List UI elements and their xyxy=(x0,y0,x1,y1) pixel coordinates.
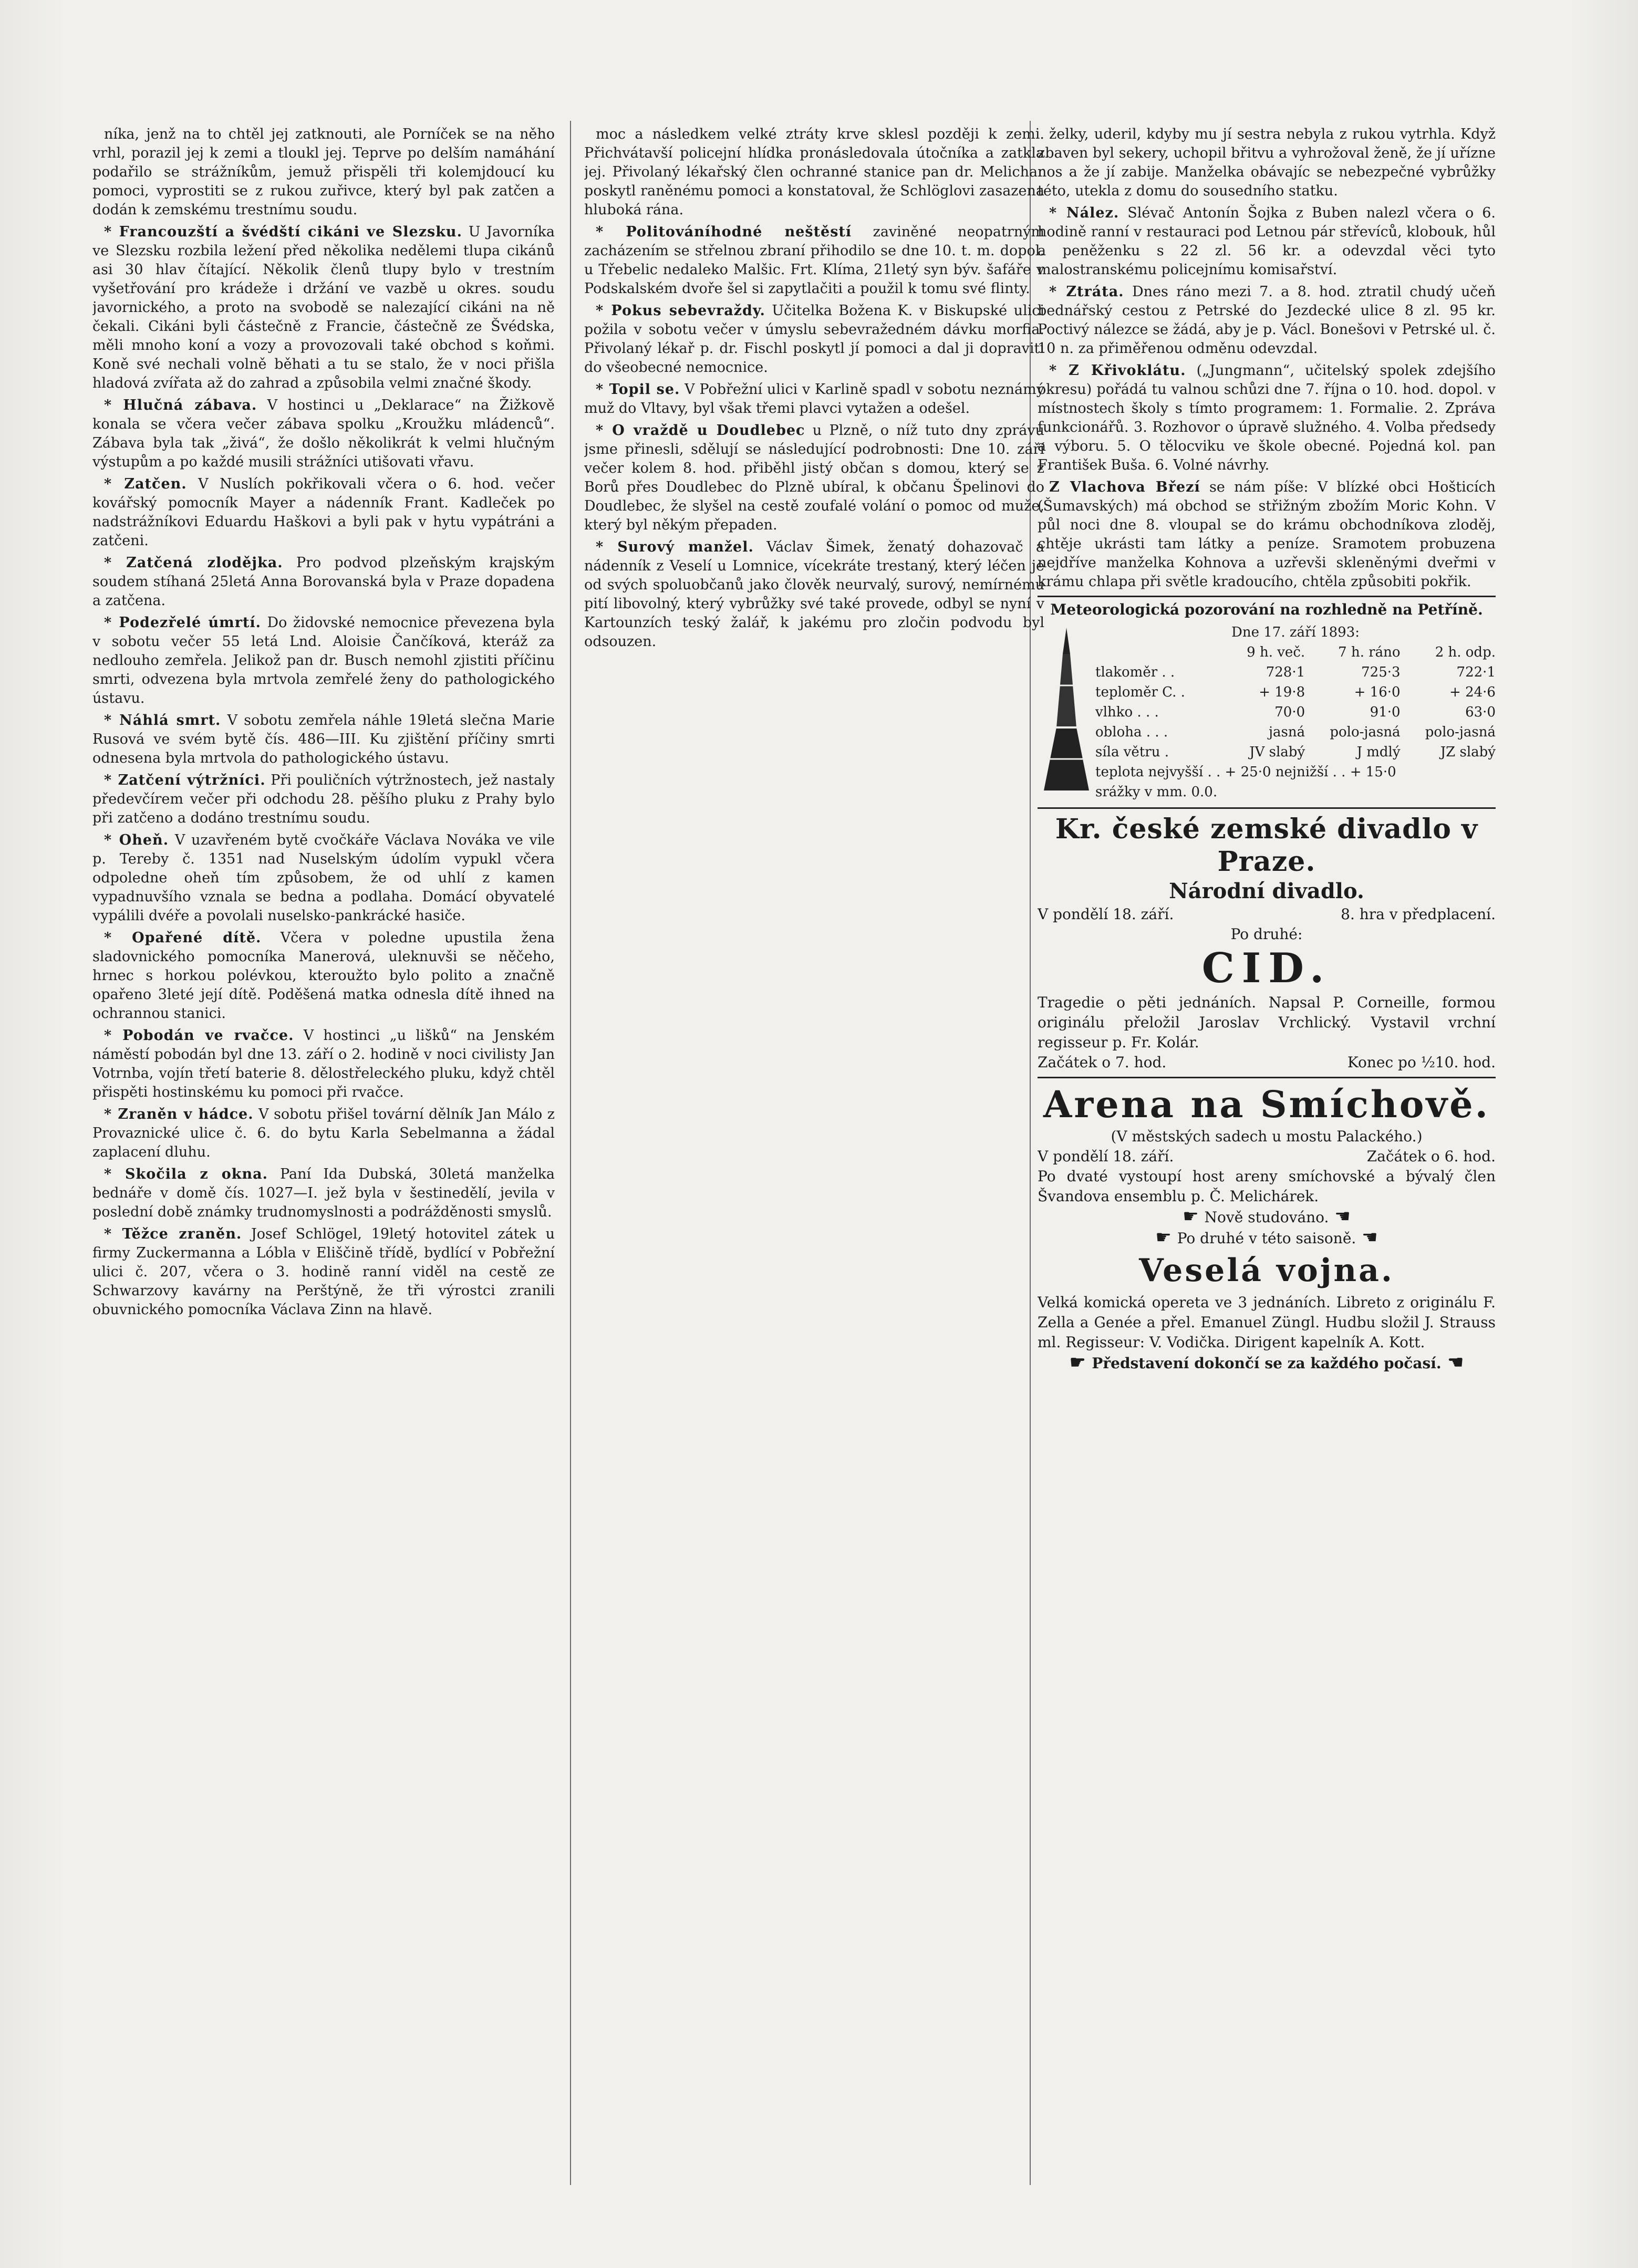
theatre-subtitle: Národní divadlo. xyxy=(1169,879,1364,903)
weather-date: Dne 17. září 1893: xyxy=(1231,625,1360,640)
news-text: Slévač Antonín Šojka z Buben nalezl včera o 6. hodině ranní v restauraci pod Letnou pár střevíců, klobouk, hůl a peněženku s 22 zl. 56 kr. a odevzdal věci tyto malostranskému policejnímu komisařství. xyxy=(1038,205,1496,278)
news-text: V sobotu přišel tovární dělník Jan Málo z Provaznické ulice č. 6. do bytu Karla Sebelmanna a žádal zaplacení dluhu. xyxy=(92,1106,555,1160)
news-heading: * Ztráta. xyxy=(1049,284,1124,300)
news-item xyxy=(1038,283,1496,358)
news-item xyxy=(92,771,555,828)
news-text: Paní Ida Dubská, 30letá manželka bednáře v domě čís. 1027—I. jež byla v šestinedělí, jevila v poslední době známky trudnomyslnosti a podrážděnosti smyslů. xyxy=(92,1166,555,1220)
news-heading: * Zatčen. xyxy=(104,476,187,492)
news-item xyxy=(1038,204,1496,279)
weather-headers: 9 h. več. 7 h. ráno 2 h. odp. xyxy=(1247,644,1496,660)
news-text: U Javorníka ve Slezsku rozbila ležení před několika nedělemi tlupa cikánů asi 30 hlav čítající. Několik členů tlupy bylo v trestním vyšetřování pro krádeže i držání ve vazbě u okres. soudu javornického, a proto na svobodě se nalezající cikáni na ně čekali. Cikáni byli částečně z Francie, částečně ze Švédska, měli mnoho koní a vozy a provozovali také obchod s koňmi. Koně své nechali volně běhati a tu se stalo, že v noci přišla hladová zvířata až do zahrad a způsobila velmi značné škody. xyxy=(92,224,555,391)
news-text: („Jungmann“, učitelský spolek zdejšího okresu) pořádá tu valnou schůzi dne 7. října o 10. hod. dopol. v místnostech školy s tímto programem: 1. Formalie. 2. Zpráva funkcionářů. 3. Rozhovor o úpravě služného. 4. Volba předsedy a výboru. 5. O tělocviku ve škole obecné. Pojedná kol. pan František Buša. 6. Volné návrhy. xyxy=(1038,362,1496,473)
news-item xyxy=(584,421,1044,535)
news-text: Při pouličních výtržnostech, jež nastaly předevčírem večer při odchodu 28. pěšího pluku z Prahy bylo při zatčeno a dodáno trestnímu soudu. xyxy=(92,772,555,826)
news-heading: * Zraněn v hádce. xyxy=(104,1106,254,1122)
play-title: CID. xyxy=(1201,944,1332,992)
news-item xyxy=(92,711,555,768)
news-heading: * Zatčení výtržníci. xyxy=(104,772,266,788)
news-item xyxy=(92,125,555,220)
weather-row: obloha . . . jasná polo-jasná polo-jasná xyxy=(1095,724,1496,740)
news-item xyxy=(92,1165,555,1222)
column-1 xyxy=(92,125,555,2184)
weather-extra: teplota nejvyšší . . + 25·0 nejnižší . . + 15·0 xyxy=(1095,764,1396,780)
pointing-hand-icon: ☛ xyxy=(1070,1352,1092,1373)
news-heading: * Zatčená zlodějka. xyxy=(104,555,283,571)
arena-second: ☛ Po druhé v této saisoně. ☚ xyxy=(1155,1227,1378,1248)
arena-play-title: Veselá vojna. xyxy=(1139,1252,1394,1289)
news-text: moc a následkem velké ztráty krve sklesl později k zemi. Přichvátavší policejní hlídka pronásledovala útočníka a zatkla jej. Přivolaný lékařský člen ochranné stanice pan dr. Melichar poskytl raněnému pomoci a konstatoval, že Schlöglovi zasazena hluboká rána. xyxy=(584,126,1044,218)
news-heading: * Z Křivoklátu. xyxy=(1049,362,1186,379)
weather-row: síla větru . JV slabý J mdlý JZ slabý xyxy=(1095,744,1496,760)
news-text: V Nuslích pokřikovali včera o 6. hod. večer kovářský pomocník Mayer a nádenník Frant. Kadleček po nadstrážníkovi Eduardu Haškovi a byli pak v hytu vypátráni a zatčeni. xyxy=(92,476,555,549)
news-text: Dnes ráno mezi 7. a 8. hod. ztratil chudý učeň bednářský cestou z Petrské do Jezdecké ulice 8 zl. 95 kr. Poctivý nálezce se žádá, aby je p. Václ. Bonešovi v Petrské ul. č. 10 n. za přiměřenou odměnu odevzdal. xyxy=(1038,284,1496,357)
column-3 xyxy=(1038,125,1496,2184)
arena-play-description: Velká komická opereta ve 3 jednáních. Libreto z originálu F. Zella a Genée a přel. Emanuel Züngl. Hudbu složil J. Strauss ml. Regisseur: V. Vodička. Dirigent kapelník A. Kott. xyxy=(1038,1294,1496,1351)
news-item xyxy=(92,831,555,925)
news-item xyxy=(1038,478,1496,591)
news-item xyxy=(1038,125,1496,201)
news-text: želky, uderil, kdyby mu jí sestra nebyla z rukou vytrhla. Když zbaven byl sekery, uchopil břitvu a vyhrožoval ženě, že jí uřízne nos a že jí zabije. Manželka obávajíc se nebezpečné vybrůžky této, utekla z domu do sousedního statku. xyxy=(1038,126,1496,199)
news-item xyxy=(584,223,1044,298)
news-item xyxy=(92,1026,555,1102)
play-description: Tragedie o pěti jednáních. Napsal P. Corneille, formou originálu přeložil Jaroslav Vrchlický. Vystavil vrchní regisseur p. Fr. Kolár. xyxy=(1038,994,1496,1051)
news-heading: * Nález. xyxy=(1049,205,1119,221)
news-heading: * O vraždě u Doudlebec xyxy=(596,422,805,439)
weather-row: tlakoměr . . 728·1 725·3 722·1 xyxy=(1095,664,1496,680)
news-text: V hostinci u „Deklarace“ na Žižkově konala se včera večer zábava spolku „Kroužku mládenců“. Zábava byla tak „živá“, že došlo několikrát k velmi hlučným výstupům a po každé musili strážníci utišovati vřavu. xyxy=(92,397,555,470)
theatre-time-row: Začátek o 7. hod. Konec po ½10. hod. xyxy=(1038,1054,1496,1071)
news-text: zaviněné neopatrným zacházením se střelnou zbraní přihodilo se dne 10. t. m. dopol. u Třebelic nedaleko Malšic. Frt. Klíma, 21letý syn býv. šafáře v Podskalském dvoře šel si zapytlačiti a použil k tomu své flinty. xyxy=(584,224,1044,297)
weather-row: teploměr C. . + 19·8 + 16·0 + 24·6 xyxy=(1095,684,1496,700)
arena-title: Arena na Smíchově. xyxy=(1043,1083,1490,1126)
news-item xyxy=(584,380,1044,418)
arena-note: Po dvaté vystoupí host areny smíchovské a bývalý člen Švandova ensemblu p. Č. Melichárek. xyxy=(1038,1168,1496,1205)
arena-footer: ☛ Představení dokončí se za každého počasí. ☚ xyxy=(1070,1352,1464,1373)
news-text: u Plzně, o níž tuto dny zprávu jsme přinesli, sdělují se následující podrobnosti: Dne 10. září večer kolem 8. hod. přiběhl jistý občan s domou, který se z Borů přes Doudlebec do Plzně ubíral, k občanu Špelinovi do Doudlebec, že slyšel na cestě zoufalé volání o pomoc od muže, který byl někým přepaden. xyxy=(584,422,1044,533)
news-item xyxy=(92,396,555,472)
news-text: Pro podvod plzeňským krajským soudem stíhaná 25letá Anna Borovanská byla v Praze dopadena a zatčena. xyxy=(92,555,555,609)
news-text: Josef Schlögel, 19letý hotovitel zátek u firmy Zuckermanna a Lóbla v Eliščině třídě, bydlící v Pobřežní ulici č. 207, včera o 3. hodině ranní viděl na cestě ze Schwarzovy kavárny na Perštýně, že tři výrostci zranili obuvnického pomocníka Václava Zinn na hlavě. xyxy=(92,1226,555,1318)
news-heading: * Opařené dítě. xyxy=(104,930,262,946)
news-text: V hostinci „u lišků“ na Jenském náměstí pobodán byl dne 13. září o 2. hodině v noci civilisty Jan Votrnba, vojín třetí baterie 8. dělostřeleckého pluku, když chtěl přispěti hostinskému ku pomoci při rvačce. xyxy=(92,1027,555,1100)
pointing-hand-icon: ☚ xyxy=(1441,1352,1464,1373)
news-heading: * Skočila z okna. xyxy=(104,1166,268,1182)
pointing-hand-icon: ☛ xyxy=(1155,1227,1177,1248)
news-heading: * Oheň. xyxy=(104,832,169,848)
column-rule xyxy=(570,121,571,2185)
theatre-title: Kr. české zemské divadlo v Praze. xyxy=(1055,813,1478,878)
national-theatre-ad xyxy=(1038,809,1496,1078)
news-item xyxy=(92,554,555,610)
pointing-hand-icon: ☚ xyxy=(1356,1227,1378,1248)
news-text: Do židovské nemocnice převezena byla v sobotu večer 55 letá Lnd. Aloisie Čančíková, kteráž za nedlouho zemřela. Jelikož pan dr. Busch nemohl zjistiti příčinu smrti, odvezena byla mrtvola zemřelé ženy do pathologického ústavu. xyxy=(92,615,555,706)
news-heading: * Francouzští a švédští cikáni ve Slezsku. xyxy=(104,224,462,240)
news-item xyxy=(1038,361,1496,475)
theatre-date-row: V pondělí 18. září. 8. hra v předplacení. xyxy=(1038,906,1496,923)
weather-table xyxy=(1095,622,1496,802)
theatre-pod: Po druhé: xyxy=(1230,925,1303,943)
weather-report xyxy=(1038,596,1496,809)
news-text: Václav Šimek, ženatý dohazovač a nádenník z Veselí u Lomnice, vícekráte trestaný, který léčen je od svých spoluobčanů jako člověk neurvalý, surový, nemírnému pití libovolný, který vybrůžky své také provede, odbyl se nyní v Kartounzích teský žalář, k jakému pro zločin podvodu byl odsouzen. xyxy=(584,539,1044,650)
news-item xyxy=(92,613,555,708)
petrin-tower-icon xyxy=(1038,622,1095,796)
weather-row: vlhko . . . 70·0 91·0 63·0 xyxy=(1095,704,1496,720)
news-item xyxy=(92,1225,555,1319)
pointing-hand-icon: ☚ xyxy=(1329,1206,1351,1227)
news-item xyxy=(584,301,1044,377)
news-heading: * Topil se. xyxy=(596,381,680,398)
news-item xyxy=(92,929,555,1023)
arena-ad xyxy=(1038,1078,1496,1378)
news-heading: * Surový manžel. xyxy=(596,539,754,555)
weather-title: Meteorologická pozorování na rozhledně na Petříně. xyxy=(1050,601,1483,618)
news-item xyxy=(92,1105,555,1162)
column-2 xyxy=(584,125,1044,2184)
weather-extra: srážky v mm. 0.0. xyxy=(1095,784,1218,800)
news-heading: * Politováníhodné neštěstí xyxy=(596,224,852,240)
news-item xyxy=(584,125,1044,220)
news-text: V sobotu zemřela náhle 19letá slečna Marie Rusová ve svém bytě čís. 486—III. Ku zjištění příčiny smrti odnesena byla mrtvola do pathologického ústavu. xyxy=(92,712,555,766)
arena-new: ☛ Nově studováno. ☚ xyxy=(1183,1206,1351,1227)
news-heading: * Těžce zraněn. xyxy=(104,1226,242,1242)
news-text: Učitelka Božena K. v Biskupské ulici požila v sobotu večer v úmyslu sebevražedném dávku morfia. Přivolaný lékař p. dr. Fischl poskytl jí pomoci a dal ji dopraviti do všeobecné nemocnice. xyxy=(584,303,1044,376)
news-item xyxy=(584,538,1044,651)
news-text: se nám píše: V blízké obci Hošticích (Šumavských) má obchod se střižným zbožím Moric Kohn. V půl noci dne 8. vloupal se do krámu obchodníkova zloděj, chtěje ukrásti tam látky a peníze. Sramotem probuzena nejdříve manželka Kohnova a uzřevši skleněnými dveřmi v krámu chlapa při světle kradoucího, chtěla způsobiti pokřik. xyxy=(1038,479,1496,590)
news-heading: * Pokus sebevraždy. xyxy=(596,303,765,319)
news-text: V Pobřežní ulici v Karlině spadl v sobotu neznámý muž do Vltavy, byl však třemi plavci vytažen a odešel. xyxy=(584,381,1044,417)
news-heading: * Hlučná zábava. xyxy=(104,397,257,413)
news-text: Včera v poledne upustila žena sladovnického pomocníka Manerová, uleknuvši se něčeho, hrnec s horkou polévkou, kteroužto bylo polito a značně opařeno 3leté její dítě. Poděšená matka odnesla dítě ihned na ochrannou stanici. xyxy=(92,930,555,1022)
column-3-articles xyxy=(1038,125,1496,591)
news-heading: * Náhlá smrt. xyxy=(104,712,221,729)
news-heading: * Podezřelé úmrtí. xyxy=(104,615,262,631)
news-text: níka, jenž na to chtěl jej zatknouti, ale Porníček se na něho vrhl, porazil jej k zemi a tloukl jej. Teprve po delším namáhání podařilo se strážníkům, jemuž přispěli tři kolemjdoucí ku pomoci, vyprostiti se z rukou zuřivce, který byl pak zatčen a dodán k zemskému trestnímu soudu. xyxy=(92,126,555,218)
pointing-hand-icon: ☛ xyxy=(1183,1206,1205,1227)
news-item xyxy=(92,223,555,393)
arena-date-row: V pondělí 18. září. Začátek o 6. hod. xyxy=(1038,1148,1496,1165)
news-item xyxy=(92,475,555,550)
news-heading: Z Vlachova Březí xyxy=(1049,479,1200,495)
news-heading: * Pobodán ve rvačce. xyxy=(104,1027,294,1044)
news-text: V uzavřeném bytě cvočkáře Václava Nováka ve vile p. Tereby č. 1351 nad Nuselským údolím vypukl včera odpoledne oheň tím způsobem, že od uhlí z kamen vypadnuvšího vznala se bedna a podlaha. Domácí obyvatelé vypálili dvéře a povolali nuselsko-pankrácké hasiče. xyxy=(92,832,555,924)
arena-subtitle: (V městských sadech u mostu Palackého.) xyxy=(1111,1128,1423,1145)
